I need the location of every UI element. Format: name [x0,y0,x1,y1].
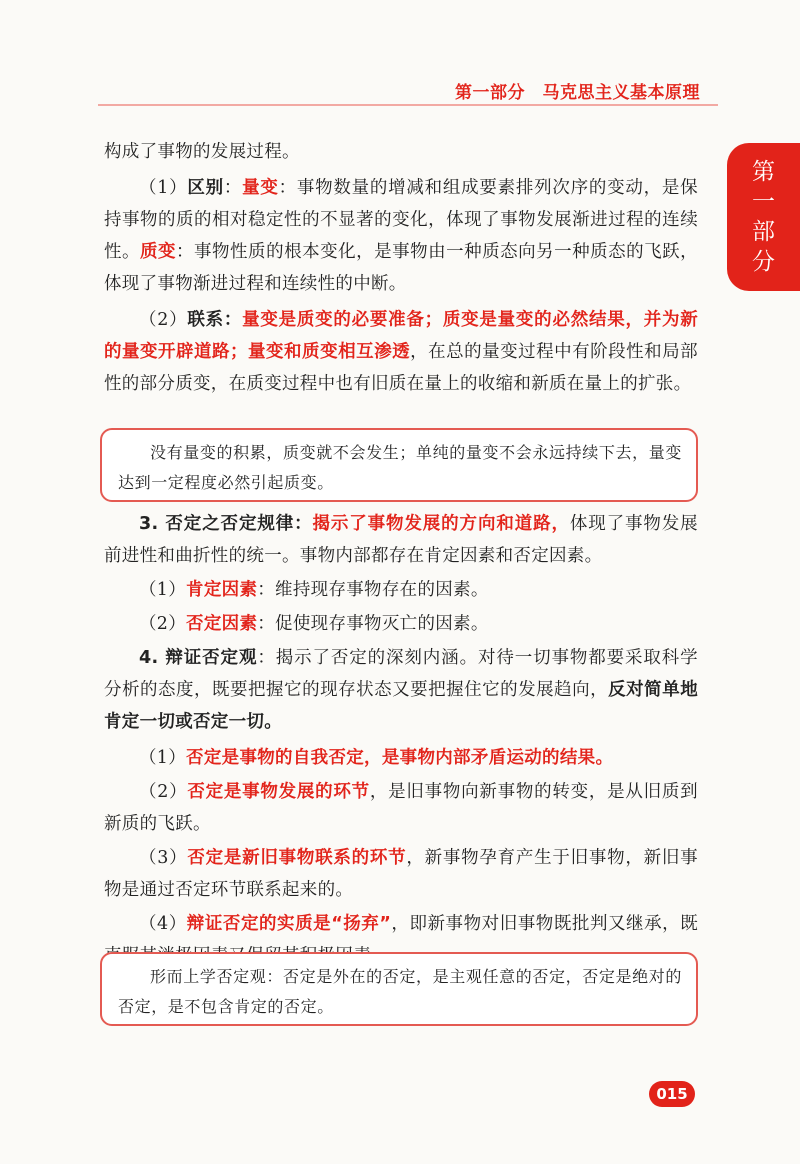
term-negative: 否定因素 [186,614,258,634]
side-tab-char: 分 [752,249,775,275]
body-text: ，即新事物对旧事物既批判又继承，既 [391,914,698,934]
note-box-2 [100,952,698,1026]
item-label: 联系 [187,310,224,330]
colon: ： [294,514,313,534]
highlight-text: 否定是事物发展的环节 [187,782,370,802]
term-qualitative-change: 质变 [140,242,177,262]
item-number: （1） [139,178,188,198]
side-tab [727,143,800,291]
header-title: 第一部分 马克思主义基本原理 [455,83,700,103]
colon: ： [223,310,243,330]
highlight-text: 辩证否定的实质是“扬弃” [186,914,392,934]
note-text: 形而上学否定观：否定是外在的否定，是主观任意的否定，否定是绝对的否定，是不包含肯定的否定。 [118,967,682,1016]
paragraph-affirmative-factor [104,574,698,606]
body-text: ，新事物孕育产生于旧事物，新旧事物是通过否定环节联系起来的。 [104,848,698,900]
side-tab-char: 部 [752,219,775,245]
side-tab-char: 第 [752,159,775,185]
paragraph: 构成了事物的发展过程。 [104,142,300,162]
paragraph-dialectical-negation [104,642,698,738]
paragraph-negative-factor [104,608,698,640]
note-box-1 [100,428,698,502]
bold-text: 反对简单地肯定一切或否定一切。 [104,680,698,732]
paragraph-connection [104,304,698,400]
item-number: （2） [139,310,188,330]
paragraph-item-1 [104,742,698,774]
highlight-text: 否定是新旧事物联系的环节 [187,848,407,868]
body-text: ，是旧事物向新事物的转变，是从旧质到新质的飞跃。 [104,782,698,834]
highlight-text: 揭示了事物发展的方向和道路， [312,514,570,534]
main-content-2 [104,508,698,972]
item-number: （4） [139,914,187,934]
body-text: ：维持现存事物存在的因素。 [257,580,489,600]
term-quantitative-change: 量变 [242,178,279,198]
highlight-text: 否定是事物的自我否定，是事物内部矛盾运动的结果。 [186,748,614,768]
body-text: ：促使现存事物灭亡的因素。 [257,614,489,634]
item-number: （2） [139,614,187,634]
body-text: ，在总的量变过程中有阶段性和局部性的部分质变，在质变过程中也有旧质在量上的收缩和新质在量上的扩张。 [104,342,698,394]
header-divider [98,104,718,106]
main-content [104,136,698,400]
page-number: 015 [649,1081,695,1107]
colon: ： [176,242,195,262]
item-label: 区别 [187,178,224,198]
item-number: （1） [139,580,187,600]
colon: ： [223,178,243,198]
body-text: 体现了事物发展前进性和曲折性的统一。事物内部都存在肯定因素和否定因素。 [104,514,698,566]
definition-text: 事物性质的根本变化，是事物由一种质态向另一种质态的飞跃，体现了事物渐进过程和连续性的中断。 [104,242,698,294]
highlight-text: 量变是质变的必要准备；质变是量变的必然结果，并为新的量变开辟道路；量变和质变相互渗透 [104,310,698,362]
paragraph-difference [104,172,698,300]
section-label: 3. 否定之否定规律 [139,514,295,534]
body-text: ：揭示了否定的深刻内涵。对待一切事物都要采取科学分析的态度，既要把握它的现存状态又要把握住它的发展趋向， [104,648,698,700]
colon: ： [278,178,297,198]
item-number: （1） [139,748,187,768]
term-affirmative: 肯定因素 [186,580,258,600]
paragraph-item-3 [104,842,698,906]
item-number: （2） [139,782,188,802]
note-text: 没有量变的积累，质变就不会发生；单纯的量变不会永远持续下去，量变达到一定程度必然引起质变。 [118,443,682,492]
paragraph-item-2 [104,776,698,840]
definition-text: 事物数量的增减和组成要素排列次序的变动，是保持事物的质的相对稳定性的不显著的变化，体现了事物发展渐进过程的连续性。 [104,178,698,262]
item-number: （3） [139,848,188,868]
paragraph-negation-law [104,508,698,572]
section-label: 4. 辩证否定观 [139,648,258,668]
side-tab-char: 一 [752,189,775,215]
